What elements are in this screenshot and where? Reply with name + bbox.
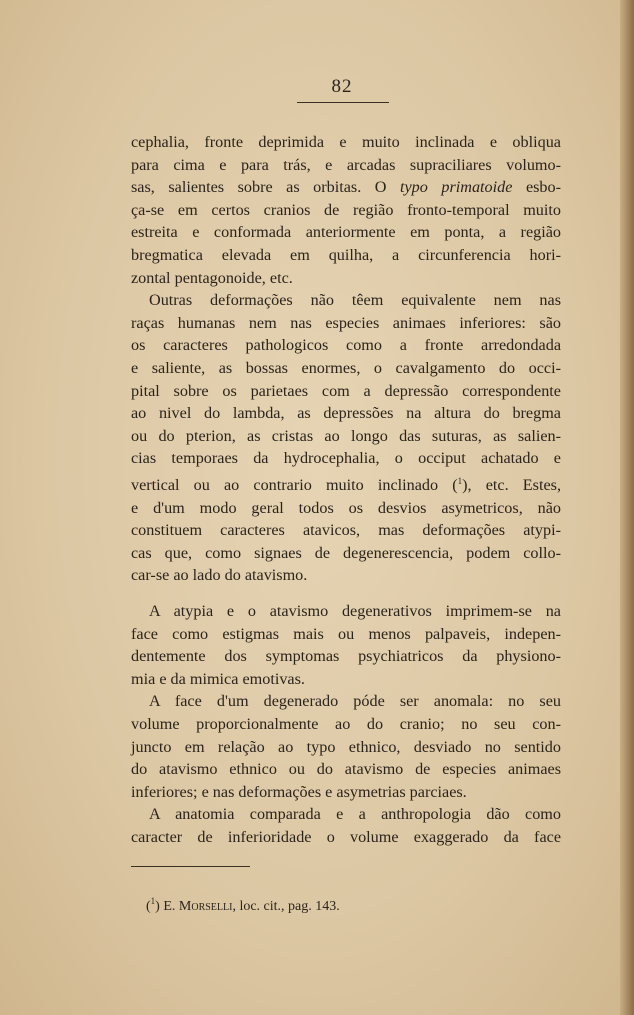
text-segment: sas, salientes sobre as orbitas. O	[131, 178, 387, 197]
text-line: A atypia e o atavismo degenerativos imprimem-se na	[149, 602, 561, 620]
paragraph-5	[131, 803, 561, 848]
footnote: ($^1$) E. Morselli, loc. cit., pag. 143.	[146, 896, 340, 914]
text-line: cas que, como signaes de degenerescencia, podem collo-	[131, 543, 561, 562]
text-line: os caracteres pathologicos como a fronte arredondada	[131, 336, 561, 355]
text-line: pital sobre os parietaes com a depressão correspondente	[131, 381, 561, 400]
page-spine-shadow	[620, 0, 634, 1015]
text-line: constituem caracteres atavicos, mas deformações atypi-	[131, 521, 561, 540]
text-segment: esbo-	[512, 178, 562, 197]
text-line: cias temporaes da hydrocephalia, o occiput achatado e	[131, 449, 561, 468]
text-line: zontal pentagonoide, etc.	[131, 268, 293, 287]
footnote-rule	[131, 866, 250, 867]
text-line: estreita e conformada anteriormente em ponta, a região	[131, 223, 561, 242]
text-line: do atavismo ethnico ou do atavismo de especies animaes	[131, 760, 561, 779]
footnote-author: E. Morselli	[163, 899, 233, 914]
text-line: face como estigmas mais ou menos palpaveis, indepen-	[131, 624, 561, 643]
text-line: dentemente dos symptomas psychiatricos da physiono-	[131, 647, 561, 666]
text-line: inferiores; e nas deformações e asymetrias parciaes.	[131, 782, 467, 801]
text-line: cephalia, fronte deprimida e muito inclinada e obliqua	[131, 133, 561, 151]
text-line: A face d'um degenerado póde ser anomala: no seu	[149, 692, 561, 711]
text-line: ça-se em certos cranios de região fronto-temporal muito	[131, 200, 561, 219]
paragraph-3	[131, 600, 561, 690]
text-line: caracter de inferioridade o volume exaggerado da face	[131, 827, 561, 846]
text-line: ao nivel do lambda, as depressões na altura do bregma	[131, 404, 561, 423]
text-line: Outras deformações não têem equivalente nem nas	[149, 291, 561, 310]
text-line: juncto em relação ao typo ethnico, desviado no sentido	[131, 737, 561, 756]
text-line: mia e da mimica emotivas.	[131, 669, 305, 688]
text-line: volume proporcionalmente ao do cranio; no seu con-	[131, 714, 561, 733]
footnote-citation: , loc. cit., pag. 143.	[232, 899, 340, 914]
paragraph-2	[131, 289, 561, 587]
footnote-marker: 1	[150, 896, 156, 906]
text-segment: ), etc. Estes,	[462, 475, 561, 494]
text-line: A anatomia comparada e a anthropologia dão como	[149, 805, 561, 824]
italic-term: typo primatoide	[400, 178, 513, 197]
paragraph-4	[131, 690, 561, 803]
text-line: car-se ao lado do atavismo.	[131, 566, 308, 585]
header-rule	[297, 102, 389, 103]
footnote-ref: 1	[457, 475, 463, 486]
text-line: ou do pterion, as cristas ao longo das suturas, as salien-	[131, 426, 561, 445]
text-segment: vertical ou ao contrario muito inclinado (	[131, 475, 458, 494]
text-block-1	[131, 131, 561, 587]
page-number: 82	[331, 76, 353, 97]
text-line	[131, 176, 561, 199]
text-block-2	[131, 600, 561, 849]
text-line	[131, 470, 561, 497]
text-line: e d'um modo geral todos os desvios asymetricos, não	[131, 498, 561, 517]
text-line: raças humanas nem nas especies animaes inferiores: são	[131, 313, 561, 332]
text-line: para cima e para trás, e arcadas supraciliares volumo-	[131, 155, 561, 174]
paragraph-1	[131, 131, 561, 289]
text-line: e saliente, as bossas enormes, o cavalgamento do occi-	[131, 358, 561, 377]
text-line: bregmatica elevada em quilha, a circunferencia hori-	[131, 245, 561, 264]
